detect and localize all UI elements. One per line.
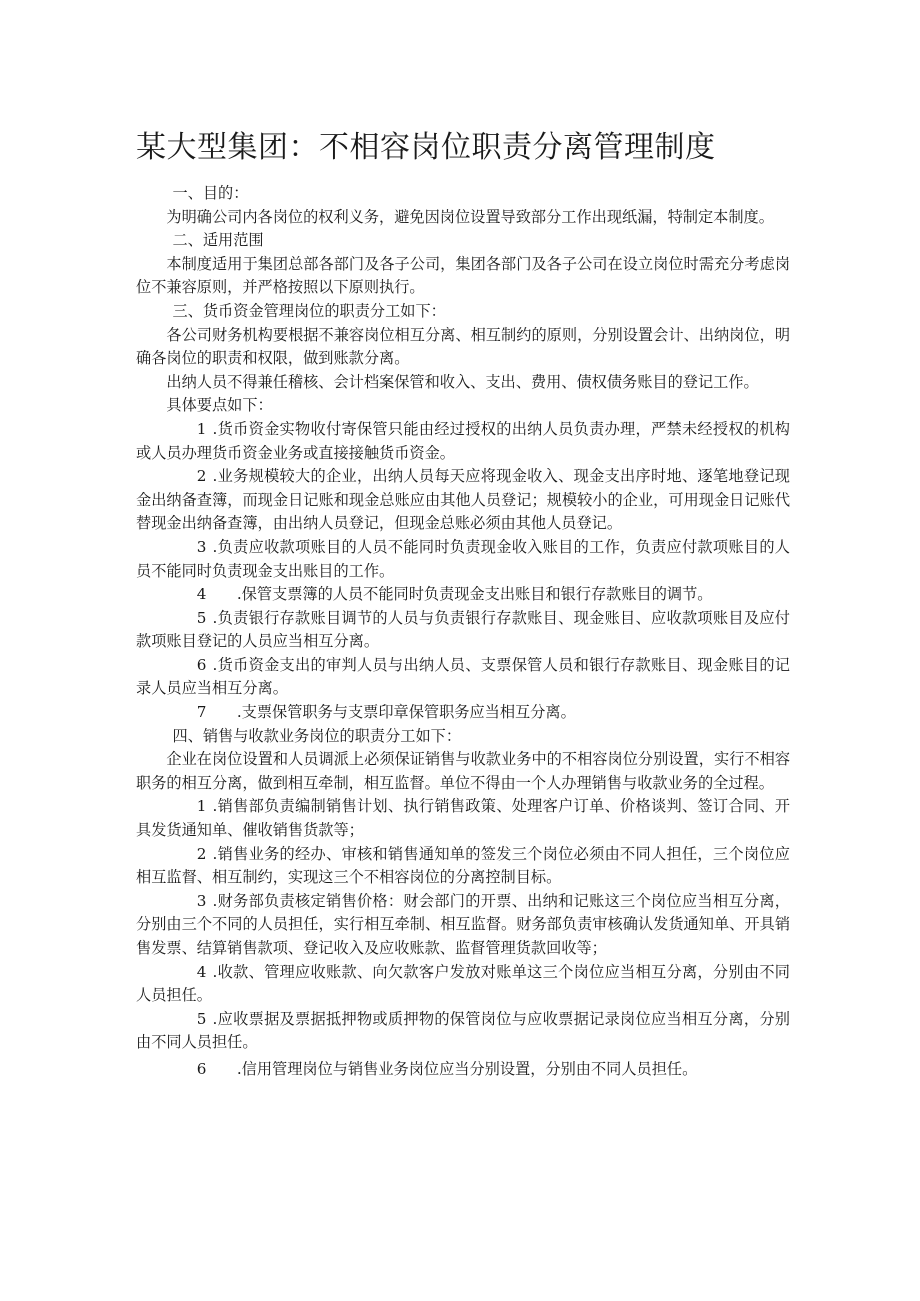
list-item: [136, 1058, 790, 1082]
list-item-number: 5: [196, 1009, 207, 1028]
section-heading-scope: 二、适用范围: [172, 231, 264, 250]
paragraph-sales-principle: 企业在岗位设置和人员调派上必须保证销售与收款业务中的不相容岗位分别设置，实行不相容职务的相互分离，做到相互牵制，相互监督。单位不得由一个人办理销售与收款业务的全过程。: [136, 750, 790, 792]
document-body: [136, 182, 790, 1082]
list-item-number: 3: [196, 537, 207, 556]
list-item-number: 2: [196, 467, 207, 486]
list-item-text: .货币资金实物收付寄保管只能由经过授权的出纳人员负责办理，严禁未经授权的机构或人员办理货币资金业务或直接接触货币资金。: [136, 419, 790, 462]
section-heading-cash-management: 三、货币资金管理岗位的职责分工如下：: [172, 301, 446, 320]
list-item: [136, 536, 790, 583]
paragraph-cash-principle: 各公司财务机构要根据不兼容岗位相互分离、相互制约的原则，分别设置会计、出纳岗位，明确各岗位的职责和权限，做到账款分离。: [136, 325, 790, 368]
list-item-number: 4: [196, 962, 207, 981]
list-item: [136, 654, 790, 701]
list-item-text: .销售业务的经办、审核和销售通知单的签发三个岗位必须由不同人担任，三个岗位应相互监督、相互制约，实现这三个不相容岗位的分离控制目标。: [136, 844, 790, 887]
list-item: [136, 795, 790, 842]
list-item: [136, 701, 790, 725]
list-item: [136, 890, 790, 961]
list-item: [136, 843, 790, 890]
list-item: [136, 607, 790, 654]
list-item-text: .销售部负责编制销售计划、执行销售政策、处理客户订单、价格谈判、签订合同、开具发货通知单、催收销售货款等；: [136, 797, 790, 840]
paragraph-purpose: 为明确公司内各岗位的权利义务，避免因岗位设置导致部分工作出现纸漏，特制定本制度。: [166, 207, 774, 226]
list-item-number: 7: [196, 703, 207, 722]
list-item-number: 2: [196, 844, 207, 863]
list-item-text: .财务部负责核定销售价格：财会部门的开票、出纳和记账这三个岗位应当相互分离，分别由三个不同的人员担任，实行相互牵制、相互监督。财务部负责审核确认发货通知单、开具销售发票、结算销售款项、登记收入及应收账款、监督管理货款回收等；: [136, 891, 790, 957]
list-item-number: 1: [196, 419, 207, 438]
paragraph-scope: 本制度适用于集团总部各部门及各子公司，集团各部门及各子公司在设立岗位时需充分考虑岗位不兼容原则，并严格按照以下原则执行。: [136, 254, 790, 297]
page-title: 某大型集团：不相容岗位职责分离管理制度: [136, 130, 716, 165]
list-item-number: 1: [196, 797, 207, 816]
list-item: [136, 418, 790, 465]
list-item-text: .业务规模较大的企业，出纳人员每天应将现金收入、现金支出序时地、逐笔地登记现金出纳备查簿，而现金日记账和现金总账应由其他人员登记；规模较小的企业，可用现金日记账代替现金出纳备查簿，由出纳人员登记，但现金总账必须由其他人员登记。: [136, 467, 790, 533]
list-item-text: .负责应收款项账目的人员不能同时负责现金收入账目的工作，负责应付款项账目的人员不能同时负责现金支出账目的工作。: [136, 537, 790, 580]
list-item-text: .支票保管职务与支票印章保管职务应当相互分离。: [236, 703, 576, 722]
list-item: [136, 961, 790, 1008]
list-item-number: 4: [196, 585, 207, 604]
list-item: [136, 465, 790, 536]
list-item-text: .应收票据及票据抵押物或质押物的保管岗位与应收票据记录岗位应当相互分离，分别由不同人员担任。: [136, 1009, 790, 1052]
list-item: [136, 1008, 790, 1055]
paragraph-key-points: 具体要点如下：: [166, 396, 273, 415]
list-item-text: .收款、管理应收账款、向欠款客户发放对账单这三个岗位应当相互分离，分别由不同人员担任。: [136, 962, 790, 1005]
list-item-text: .负责银行存款账目调节的人员与负责银行存款账目、现金账目、应收款项账目及应付款项账目登记的人员应当相互分离。: [136, 608, 790, 651]
list-item-number: 3: [196, 891, 207, 910]
list-item-number: 6: [196, 1059, 207, 1078]
section-heading-purpose: 一、目的：: [172, 184, 249, 202]
list-item-number: 6: [196, 655, 207, 674]
list-item-text: .信用管理岗位与销售业务岗位应当分别设置，分别由不同人员担任。: [236, 1059, 698, 1078]
list-item-text: .保管支票簿的人员不能同时负责现金支出账目和银行存款账目的调节。: [236, 585, 713, 604]
section-heading-sales: 四、销售与收款业务岗位的职责分工如下：: [172, 726, 462, 745]
list-item: [136, 583, 790, 607]
paragraph-cashier-restriction: 出纳人员不得兼任稽核、会计档案保管和收入、支出、费用、债权债务账目的登记工作。: [166, 372, 759, 391]
list-item-text: .货币资金支出的审判人员与出纳人员、支票保管人员和银行存款账目、现金账目的记录人员应当相互分离。: [136, 655, 790, 698]
list-item-number: 5: [196, 608, 207, 627]
